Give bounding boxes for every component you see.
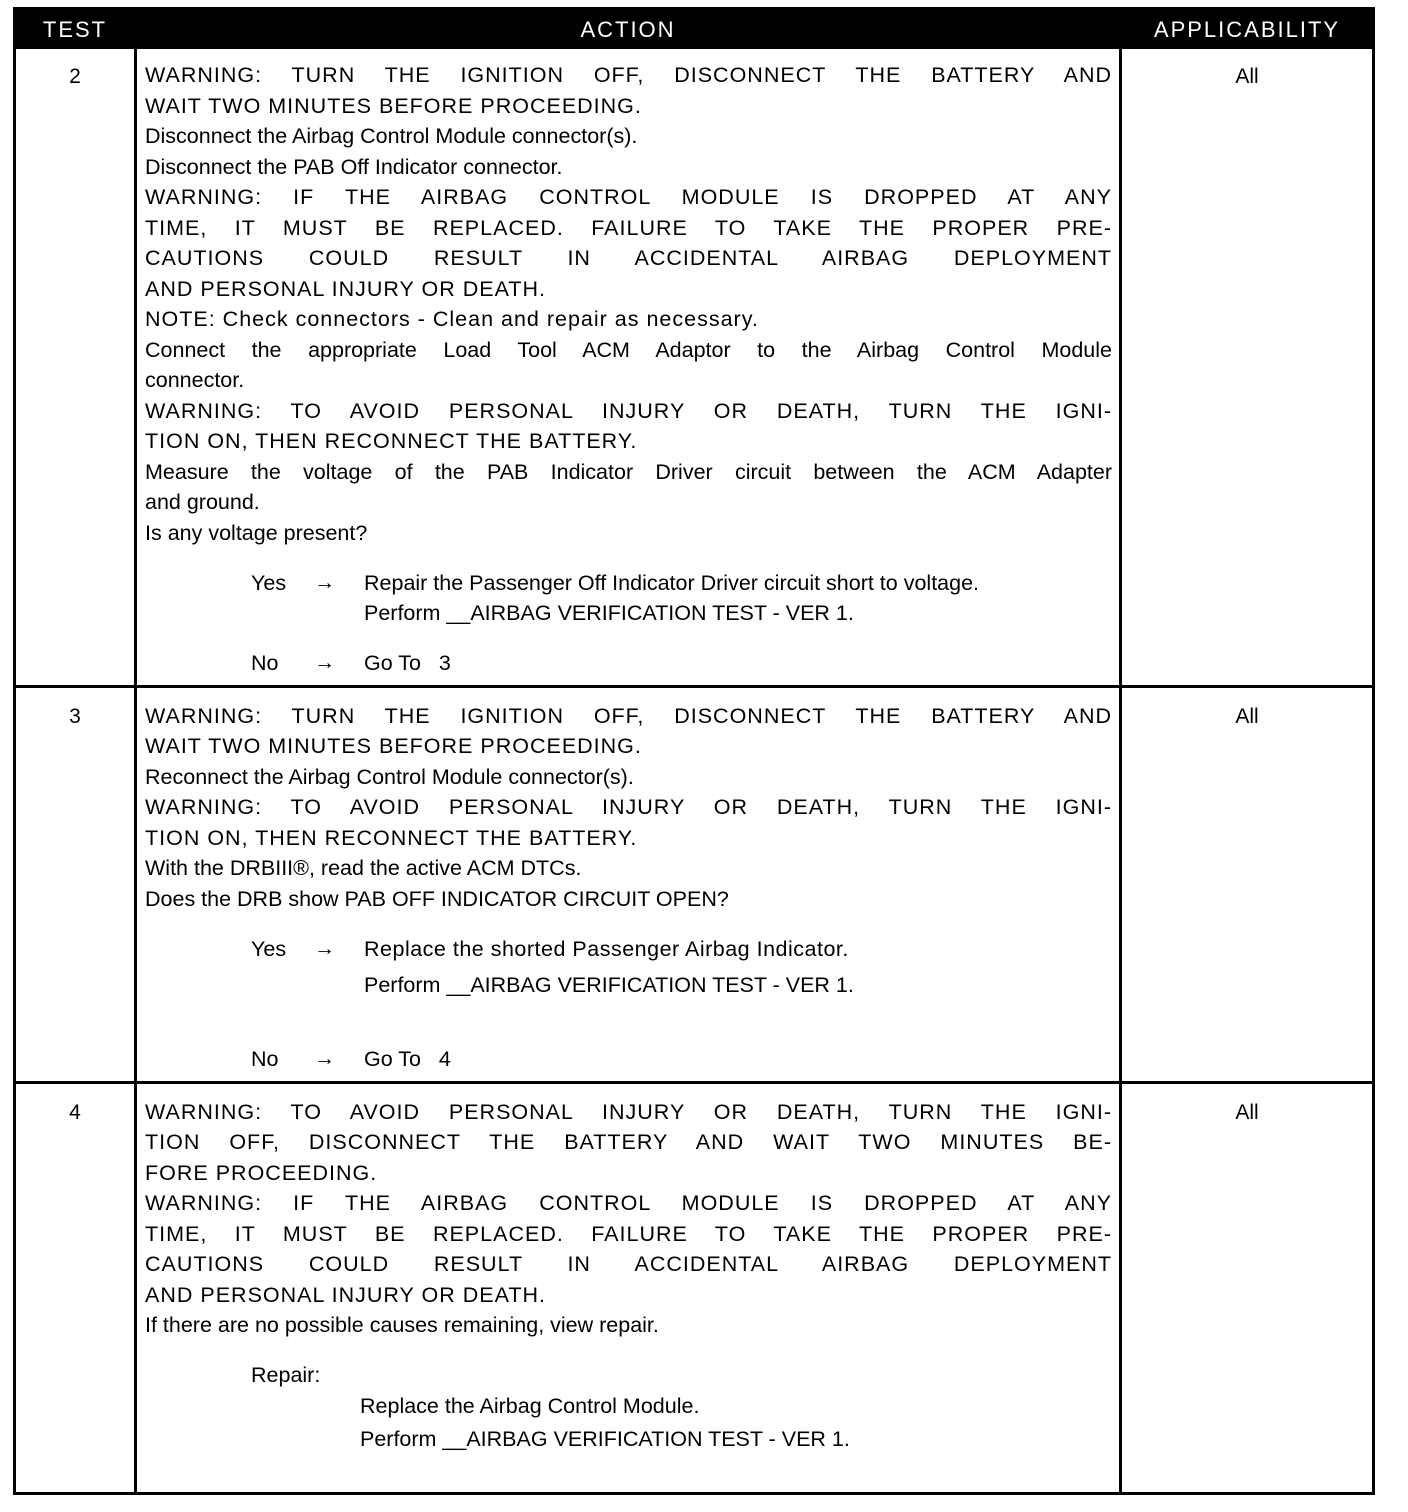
action-line: If there are no possible causes remaining, view repair.	[145, 1313, 659, 1337]
action-line: Connect the appropriate Load Tool ACM Adaptor to the Airbag Control Module	[145, 338, 1112, 362]
action-line: and ground.	[145, 490, 260, 514]
action-line: AND PERSONAL INJURY OR DEATH.	[145, 277, 546, 301]
arrow-icon: →	[314, 1047, 335, 1070]
action-line: CAUTIONS COULD RESULT IN ACCIDENTAL AIRBAG DEPLOYMENT	[145, 246, 1112, 270]
action-line: connector.	[145, 368, 245, 392]
action-line: WARNING: TO AVOID PERSONAL INJURY OR DEATH, TURN THE IGNI-	[145, 1100, 1112, 1124]
action-line: Disconnect the PAB Off Indicator connector.	[145, 155, 563, 179]
column-divider	[1119, 49, 1122, 1495]
arrow-icon: →	[314, 937, 335, 960]
action-line: WAIT TWO MINUTES BEFORE PROCEEDING.	[145, 734, 642, 758]
action-line: WARNING: IF THE AIRBAG CONTROL MODULE IS DROPPED AT ANY	[145, 1191, 1112, 1215]
action-line: Is any voltage present?	[145, 521, 368, 545]
row-divider	[16, 1081, 1372, 1084]
yes-label: Yes	[251, 571, 287, 595]
applicability-value: All	[1235, 705, 1259, 728]
header-action: ACTION	[580, 17, 676, 42]
repair-action: Replace the Airbag Control Module.	[360, 1394, 700, 1418]
arrow-icon: →	[314, 651, 335, 674]
yes-label: Yes	[251, 937, 287, 961]
action-line: TION ON, THEN RECONNECT THE BATTERY.	[145, 826, 638, 850]
action-line: With the DRBIII®, read the active ACM DTCs.	[145, 856, 582, 880]
action-line: TION OFF, DISCONNECT THE BATTERY AND WAIT TWO MINUTES BE-	[145, 1130, 1112, 1154]
test-number: 4	[69, 1101, 81, 1124]
action-line: Disconnect the Airbag Control Module connector(s).	[145, 124, 638, 148]
action-line: TION ON, THEN RECONNECT THE BATTERY.	[145, 429, 638, 453]
yes-action: Perform __AIRBAG VERIFICATION TEST - VER 1.	[364, 601, 854, 625]
yes-action: Replace the shorted Passenger Airbag Indicator.	[364, 937, 849, 961]
applicability-value: All	[1235, 1101, 1259, 1124]
test-number: 3	[69, 705, 81, 728]
repair-label: Repair:	[251, 1363, 321, 1387]
action-line: WARNING: TO AVOID PERSONAL INJURY OR DEATH, TURN THE IGNI-	[145, 795, 1112, 819]
header-test: TEST	[42, 17, 108, 42]
action-line: AND PERSONAL INJURY OR DEATH.	[145, 1283, 546, 1307]
yes-action: Perform __AIRBAG VERIFICATION TEST - VER 1.	[364, 973, 854, 997]
action-line: WARNING: TO AVOID PERSONAL INJURY OR DEATH, TURN THE IGNI-	[145, 399, 1112, 423]
action-line: WARNING: IF THE AIRBAG CONTROL MODULE IS DROPPED AT ANY	[145, 185, 1112, 209]
arrow-icon: →	[314, 571, 335, 594]
table-header	[16, 10, 1372, 49]
action-line: FORE PROCEEDING.	[145, 1161, 378, 1185]
no-action: Go To 3	[364, 651, 451, 675]
test-number: 2	[69, 65, 81, 88]
column-divider	[134, 49, 137, 1495]
no-action: Go To 4	[364, 1047, 451, 1071]
action-line: Reconnect the Airbag Control Module connector(s).	[145, 765, 634, 789]
action-line: NOTE: Check connectors - Clean and repair as necessary.	[145, 307, 759, 331]
action-line: TIME, IT MUST BE REPLACED. FAILURE TO TAKE THE PROPER PRE-	[145, 1222, 1112, 1246]
action-line: TIME, IT MUST BE REPLACED. FAILURE TO TAKE THE PROPER PRE-	[145, 216, 1112, 240]
row-divider	[16, 685, 1372, 688]
repair-action: Perform __AIRBAG VERIFICATION TEST - VER 1.	[360, 1427, 850, 1451]
no-label: No	[251, 1047, 279, 1071]
action-line: WARNING: TURN THE IGNITION OFF, DISCONNECT THE BATTERY AND	[145, 63, 1112, 87]
yes-action: Repair the Passenger Off Indicator Driver circuit short to voltage.	[364, 571, 980, 595]
action-line: Does the DRB show PAB OFF INDICATOR CIRCUIT OPEN?	[145, 887, 729, 911]
action-line: WAIT TWO MINUTES BEFORE PROCEEDING.	[145, 94, 642, 118]
applicability-value: All	[1235, 65, 1259, 88]
test-table	[13, 7, 1375, 1495]
action-line: Measure the voltage of the PAB Indicator Driver circuit between the ACM Adapter	[145, 460, 1112, 484]
action-line: CAUTIONS COULD RESULT IN ACCIDENTAL AIRBAG DEPLOYMENT	[145, 1252, 1112, 1276]
header-applicability: APPLICABILITY	[1153, 17, 1341, 42]
action-line: WARNING: TURN THE IGNITION OFF, DISCONNECT THE BATTERY AND	[145, 704, 1112, 728]
no-label: No	[251, 651, 279, 675]
